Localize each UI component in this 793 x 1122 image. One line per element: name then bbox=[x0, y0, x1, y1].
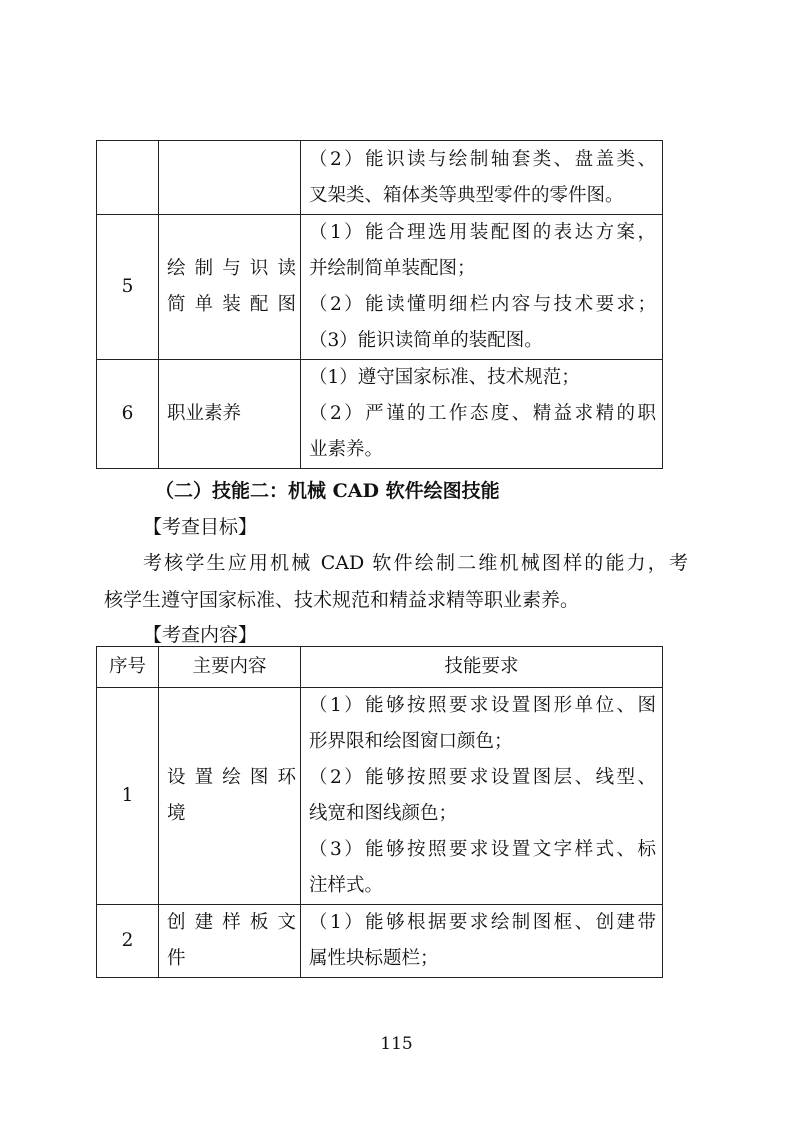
skills-table-1 bbox=[96, 140, 663, 469]
row-requirements bbox=[301, 905, 663, 978]
row-number: 2 bbox=[97, 905, 159, 978]
req-line: 业素养。 bbox=[309, 439, 384, 460]
row-item bbox=[159, 360, 301, 469]
req-line: （2）严谨的工作态度、精益求精的职 bbox=[309, 403, 656, 424]
req-line: 注样式。 bbox=[309, 875, 384, 896]
item-line: 简单装配图 bbox=[167, 294, 296, 315]
req-line: （2）能够按照要求设置图层、线型、 bbox=[309, 767, 656, 788]
req-line: 线宽和图线颜色； bbox=[309, 803, 458, 824]
table-header-row bbox=[97, 647, 663, 688]
req-line: （3）能识读简单的装配图。 bbox=[309, 330, 543, 351]
req-line: （1）能够按照要求设置图形单位、图 bbox=[309, 695, 656, 716]
table-row bbox=[97, 688, 663, 905]
header-skill-requirements: 技能要求 bbox=[301, 647, 663, 688]
req-line: （1）能合理选用装配图的表达方案， bbox=[309, 222, 656, 243]
row-item bbox=[159, 688, 301, 905]
req-line: 属性块标题栏； bbox=[309, 948, 439, 969]
row-requirements bbox=[301, 360, 663, 469]
table-row bbox=[97, 905, 663, 978]
req-line: （1）能够根据要求绘制图框、创建带 bbox=[309, 912, 656, 933]
row-number: 6 bbox=[97, 360, 159, 469]
row-item bbox=[159, 215, 301, 360]
header-main-content: 主要内容 bbox=[159, 647, 301, 688]
row-number bbox=[97, 141, 159, 215]
row-requirements bbox=[301, 215, 663, 360]
row-item bbox=[159, 141, 301, 215]
row-requirements bbox=[301, 688, 663, 905]
table-row bbox=[97, 141, 663, 215]
content-label: 【考查内容】 bbox=[143, 624, 258, 646]
goal-label: 【考查目标】 bbox=[143, 516, 258, 538]
req-line: （2）能识读与绘制轴套类、盘盖类、 bbox=[309, 148, 656, 170]
skills-table-2 bbox=[96, 646, 663, 978]
item-line: 境 bbox=[167, 803, 186, 824]
item-line: 创建样板文 bbox=[167, 912, 296, 933]
row-requirements bbox=[301, 141, 663, 215]
header-number: 序号 bbox=[97, 647, 159, 688]
item-line: 件 bbox=[167, 948, 186, 969]
row-number: 5 bbox=[97, 215, 159, 360]
section-heading: （二）技能二：机械 CAD 软件绘图技能 bbox=[155, 480, 500, 502]
row-item bbox=[159, 905, 301, 978]
page-number: 115 bbox=[380, 1034, 413, 1054]
req-line: （2）能读懂明细栏内容与技术要求； bbox=[309, 294, 656, 315]
item-line: 设置绘图环 bbox=[167, 767, 296, 788]
table-row bbox=[97, 215, 663, 360]
table-row bbox=[97, 360, 663, 469]
item-line: 职业素养 bbox=[167, 403, 242, 424]
req-line: （1）遵守国家标准、技术规范； bbox=[309, 367, 580, 388]
row-number: 1 bbox=[97, 688, 159, 905]
req-line: （3）能够按照要求设置文字样式、标 bbox=[309, 839, 656, 860]
req-line: 并绘制简单装配图； bbox=[309, 258, 476, 279]
goal-text-line-1: 考核学生应用机械 CAD 软件绘制二维机械图样的能力，考 bbox=[143, 552, 688, 574]
item-line: 绘制与识读 bbox=[167, 258, 296, 279]
req-line: 叉架类、箱体类等典型零件的零件图。 bbox=[309, 184, 624, 206]
req-line: 形界限和绘图窗口颜色； bbox=[309, 731, 513, 752]
goal-text-line-2: 核学生遵守国家标准、技术规范和精益求精等职业素养。 bbox=[104, 589, 580, 611]
